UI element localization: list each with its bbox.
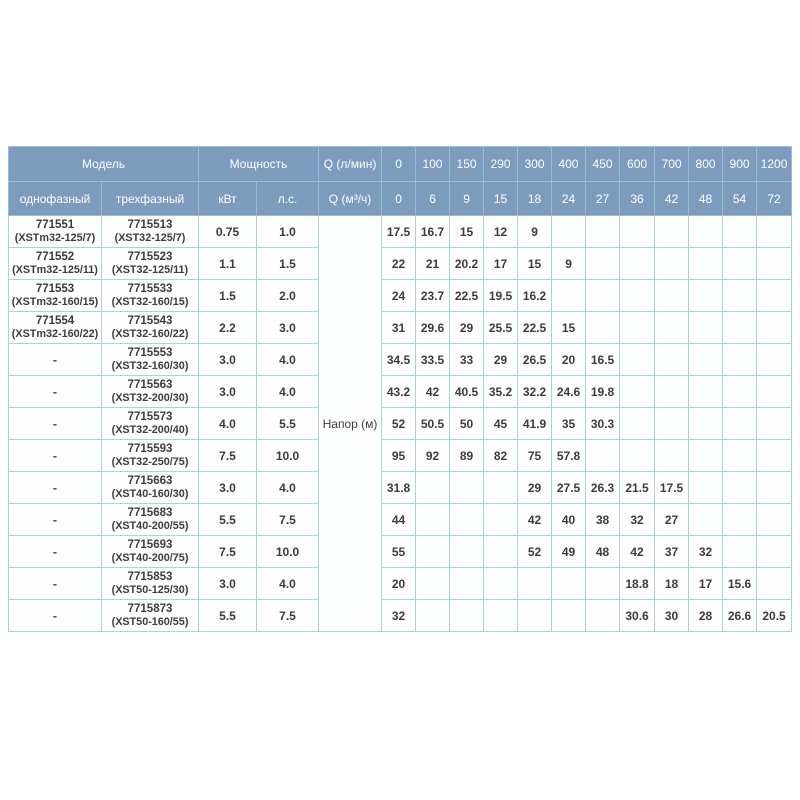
head-value-cell: 15 (450, 216, 484, 248)
model-header: Модель (9, 147, 199, 182)
model-number: 771554 (35, 315, 75, 328)
head-value-cell (484, 504, 518, 536)
head-value-cell: 22.5 (518, 312, 552, 344)
head-value-cell (484, 536, 518, 568)
head-value-cell (655, 312, 689, 344)
head-value-cell (620, 344, 655, 376)
head-value-cell (586, 568, 620, 600)
head-value-cell (620, 312, 655, 344)
kw-cell: 0.75 (199, 216, 257, 248)
table-row (9, 504, 792, 536)
hp-cell: 3.0 (257, 312, 319, 344)
hp-header: л.с. (257, 182, 319, 216)
head-value-cell: 21 (416, 248, 450, 280)
head-value-cell: 15.6 (723, 568, 757, 600)
head-value-cell: 45 (484, 408, 518, 440)
q-m3h-header: Q (м³/ч) (319, 182, 382, 216)
three-phase-cell (102, 440, 199, 472)
head-value-cell (723, 536, 757, 568)
head-value-cell: 37 (655, 536, 689, 568)
head-value-cell (552, 280, 586, 312)
model-number: 7715853 (127, 571, 173, 584)
head-value-cell (655, 280, 689, 312)
model-number: 7715533 (127, 283, 173, 296)
model-number: 771552 (35, 251, 75, 264)
head-value-cell (484, 472, 518, 504)
head-value-cell (757, 408, 792, 440)
head-value-cell: 32 (382, 600, 416, 632)
head-value-cell: 40.5 (450, 376, 484, 408)
head-value-cell (586, 600, 620, 632)
head-value-cell (552, 216, 586, 248)
q-m3h-value: 6 (416, 182, 450, 216)
pump-spec-table-wrap (8, 146, 792, 632)
head-value-cell (586, 248, 620, 280)
head-value-cell (655, 408, 689, 440)
table-row (9, 376, 792, 408)
model-code: (XST32-200/30) (111, 392, 189, 405)
single-phase-cell (9, 216, 102, 248)
head-value-cell: 20.5 (757, 600, 792, 632)
head-value-cell: 23.7 (416, 280, 450, 312)
head-value-cell: 18.8 (620, 568, 655, 600)
head-value-cell: 49 (552, 536, 586, 568)
head-value-cell: 38 (586, 504, 620, 536)
head-value-cell: 18 (655, 568, 689, 600)
head-value-cell (655, 344, 689, 376)
single-phase-cell: - (9, 600, 102, 632)
table-row (9, 312, 792, 344)
head-value-cell: 20 (382, 568, 416, 600)
head-value-cell: 92 (416, 440, 450, 472)
single-phase-cell: - (9, 536, 102, 568)
model-code: (XST32-200/40) (111, 424, 189, 437)
model-number: 7715523 (127, 251, 173, 264)
single-phase-cell: - (9, 344, 102, 376)
head-value-cell: 16.2 (518, 280, 552, 312)
head-value-cell: 30.6 (620, 600, 655, 632)
table-row (9, 408, 792, 440)
model-number: 7715563 (127, 379, 173, 392)
kw-cell: 3.0 (199, 344, 257, 376)
head-value-cell (620, 408, 655, 440)
head-value-cell (757, 568, 792, 600)
head-value-cell: 15 (552, 312, 586, 344)
head-value-cell: 30 (655, 600, 689, 632)
q-lmin-value: 150 (450, 147, 484, 182)
head-value-cell (757, 440, 792, 472)
head-value-cell: 50.5 (416, 408, 450, 440)
head-value-cell (723, 312, 757, 344)
q-m3h-value: 72 (757, 182, 792, 216)
single-phase-cell: - (9, 440, 102, 472)
header-row-sub (9, 182, 792, 216)
kw-cell: 5.5 (199, 600, 257, 632)
single-phase-cell: - (9, 408, 102, 440)
head-value-cell: 27.5 (552, 472, 586, 504)
q-lmin-value: 900 (723, 147, 757, 182)
hp-cell: 4.0 (257, 472, 319, 504)
table-row (9, 568, 792, 600)
head-value-cell: 26.6 (723, 600, 757, 632)
kw-cell: 4.0 (199, 408, 257, 440)
q-lmin-value: 700 (655, 147, 689, 182)
head-value-cell: 17.5 (382, 216, 416, 248)
single-phase-cell: - (9, 504, 102, 536)
table-row (9, 472, 792, 504)
model-number: 771551 (35, 219, 75, 232)
head-value-cell: 33.5 (416, 344, 450, 376)
head-value-cell (416, 504, 450, 536)
three-phase-cell (102, 312, 199, 344)
model-code: (XST50-125/30) (111, 584, 189, 597)
head-value-cell: 52 (382, 408, 416, 440)
head-value-cell: 29 (518, 472, 552, 504)
model-number: 7715683 (127, 507, 173, 520)
three-phase-cell (102, 536, 199, 568)
head-value-cell: 9 (552, 248, 586, 280)
head-value-cell: 22 (382, 248, 416, 280)
head-value-cell: 42 (416, 376, 450, 408)
head-value-cell: 20 (552, 344, 586, 376)
model-code: (XST32-125/11) (111, 264, 189, 277)
kw-cell: 5.5 (199, 504, 257, 536)
head-value-cell (723, 280, 757, 312)
hp-cell: 4.0 (257, 568, 319, 600)
head-value-cell (518, 568, 552, 600)
head-value-cell (723, 248, 757, 280)
head-value-cell: 15 (518, 248, 552, 280)
q-lmin-value: 290 (484, 147, 518, 182)
hp-cell: 4.0 (257, 344, 319, 376)
model-number: 7715553 (127, 347, 173, 360)
head-value-cell (757, 536, 792, 568)
head-value-cell: 17 (484, 248, 518, 280)
header-row-top (9, 147, 792, 182)
q-lmin-value: 1200 (757, 147, 792, 182)
head-value-cell: 26.3 (586, 472, 620, 504)
q-lmin-value: 300 (518, 147, 552, 182)
table-row (9, 248, 792, 280)
head-value-cell: 32.2 (518, 376, 552, 408)
model-code: (XST40-200/55) (111, 520, 189, 533)
head-value-cell: 35 (552, 408, 586, 440)
head-value-cell (689, 312, 723, 344)
head-value-cell (723, 344, 757, 376)
hp-cell: 1.5 (257, 248, 319, 280)
model-number: 7715693 (127, 539, 173, 552)
head-value-cell: 21.5 (620, 472, 655, 504)
model-number: 7715873 (127, 603, 173, 616)
head-value-cell: 42 (518, 504, 552, 536)
head-value-cell (655, 216, 689, 248)
head-value-cell: 50 (450, 408, 484, 440)
head-value-cell: 44 (382, 504, 416, 536)
head-value-cell (655, 376, 689, 408)
head-value-cell (416, 568, 450, 600)
head-value-cell: 30.3 (586, 408, 620, 440)
head-value-cell: 75 (518, 440, 552, 472)
head-value-cell: 32 (689, 536, 723, 568)
head-value-cell: 57.8 (552, 440, 586, 472)
napor-label-cell: Напор (м) (319, 216, 382, 632)
head-value-cell (655, 440, 689, 472)
q-m3h-value: 42 (655, 182, 689, 216)
head-value-cell: 20.2 (450, 248, 484, 280)
head-value-cell (586, 440, 620, 472)
head-value-cell (450, 600, 484, 632)
head-value-cell (416, 472, 450, 504)
head-value-cell (586, 312, 620, 344)
head-value-cell (689, 440, 723, 472)
q-lmin-value: 600 (620, 147, 655, 182)
head-value-cell (689, 376, 723, 408)
head-value-cell: 41.9 (518, 408, 552, 440)
kw-cell: 2.2 (199, 312, 257, 344)
q-m3h-value: 0 (382, 182, 416, 216)
head-value-cell: 33 (450, 344, 484, 376)
single-phase-cell (9, 312, 102, 344)
kw-cell: 3.0 (199, 568, 257, 600)
q-lmin-value: 0 (382, 147, 416, 182)
three-phase-cell (102, 248, 199, 280)
head-value-cell: 89 (450, 440, 484, 472)
q-m3h-value: 36 (620, 182, 655, 216)
three-phase-cell (102, 376, 199, 408)
q-m3h-value: 15 (484, 182, 518, 216)
table-row (9, 280, 792, 312)
model-code: (XST32-160/15) (111, 296, 189, 309)
head-value-cell (620, 248, 655, 280)
head-value-cell: 40 (552, 504, 586, 536)
hp-cell: 5.5 (257, 408, 319, 440)
three-phase-cell (102, 280, 199, 312)
head-value-cell (620, 216, 655, 248)
head-value-cell (620, 280, 655, 312)
head-value-cell: 34.5 (382, 344, 416, 376)
head-value-cell: 24 (382, 280, 416, 312)
head-value-cell (757, 376, 792, 408)
head-value-cell: 29 (484, 344, 518, 376)
head-value-cell (586, 280, 620, 312)
hp-cell: 10.0 (257, 440, 319, 472)
head-value-cell: 29.6 (416, 312, 450, 344)
kw-cell: 7.5 (199, 440, 257, 472)
hp-cell: 2.0 (257, 280, 319, 312)
model-code: (XST50-160/55) (111, 616, 189, 629)
model-number: 7715543 (127, 315, 173, 328)
table-row (9, 344, 792, 376)
q-m3h-value: 27 (586, 182, 620, 216)
kw-cell: 3.0 (199, 376, 257, 408)
head-value-cell (689, 280, 723, 312)
head-value-cell (620, 440, 655, 472)
head-value-cell (723, 376, 757, 408)
head-value-cell: 19.8 (586, 376, 620, 408)
q-m3h-value: 18 (518, 182, 552, 216)
head-value-cell (757, 472, 792, 504)
model-code: (XST40-160/30) (111, 488, 189, 501)
single-phase-cell (9, 280, 102, 312)
single-phase-cell: - (9, 568, 102, 600)
kw-header: кВт (199, 182, 257, 216)
head-value-cell (416, 536, 450, 568)
head-value-cell: 43.2 (382, 376, 416, 408)
model-code: (XSTm32-125/11) (12, 264, 98, 277)
q-m3h-value: 9 (450, 182, 484, 216)
head-value-cell: 82 (484, 440, 518, 472)
head-value-cell (757, 248, 792, 280)
head-value-cell (416, 600, 450, 632)
head-value-cell (450, 504, 484, 536)
head-value-cell (450, 568, 484, 600)
head-value-cell (757, 344, 792, 376)
head-value-cell: 27 (655, 504, 689, 536)
q-m3h-value: 54 (723, 182, 757, 216)
hp-cell: 7.5 (257, 600, 319, 632)
head-value-cell: 48 (586, 536, 620, 568)
head-value-cell (757, 216, 792, 248)
single-phase-cell (9, 248, 102, 280)
model-code: (XST32-250/75) (111, 456, 189, 469)
table-header (9, 147, 792, 216)
head-value-cell (689, 248, 723, 280)
head-value-cell (757, 504, 792, 536)
head-value-cell: 52 (518, 536, 552, 568)
head-value-cell: 35.2 (484, 376, 518, 408)
head-value-cell (552, 600, 586, 632)
model-code: (XSTm32-160/22) (11, 328, 99, 341)
head-value-cell (655, 248, 689, 280)
table-row (9, 600, 792, 632)
head-value-cell (484, 568, 518, 600)
head-value-cell: 12 (484, 216, 518, 248)
model-code: (XST32-160/22) (111, 328, 189, 341)
head-value-cell (689, 472, 723, 504)
head-value-cell: 22.5 (450, 280, 484, 312)
head-value-cell (450, 472, 484, 504)
q-lmin-value: 450 (586, 147, 620, 182)
pump-spec-table (8, 146, 792, 632)
head-value-cell (586, 216, 620, 248)
head-value-cell (723, 408, 757, 440)
kw-cell: 1.5 (199, 280, 257, 312)
table-body (9, 216, 792, 632)
q-m3h-value: 24 (552, 182, 586, 216)
model-code: (XSTm32-125/7) (14, 232, 96, 245)
hp-cell: 4.0 (257, 376, 319, 408)
head-value-cell: 17.5 (655, 472, 689, 504)
head-value-cell: 19.5 (484, 280, 518, 312)
q-lmin-value: 800 (689, 147, 723, 182)
head-value-cell: 28 (689, 600, 723, 632)
kw-cell: 3.0 (199, 472, 257, 504)
head-value-cell: 32 (620, 504, 655, 536)
head-value-cell: 95 (382, 440, 416, 472)
single-phase-cell: - (9, 376, 102, 408)
head-value-cell (552, 568, 586, 600)
head-value-cell (620, 376, 655, 408)
head-value-cell: 55 (382, 536, 416, 568)
model-code: (XST40-200/75) (111, 552, 189, 565)
three-phase-cell (102, 504, 199, 536)
head-value-cell (723, 472, 757, 504)
hp-cell: 1.0 (257, 216, 319, 248)
table-row (9, 536, 792, 568)
model-code: (XSTm32-160/15) (11, 296, 99, 309)
table-row (9, 440, 792, 472)
head-value-cell: 31.8 (382, 472, 416, 504)
model-number: 7715513 (127, 219, 173, 232)
three-phase-cell (102, 216, 199, 248)
head-value-cell (689, 344, 723, 376)
q-lmin-value: 100 (416, 147, 450, 182)
model-number: 7715663 (127, 475, 173, 488)
single-phase-cell: - (9, 472, 102, 504)
model-code: (XST32-125/7) (114, 232, 186, 245)
kw-cell: 1.1 (199, 248, 257, 280)
head-value-cell: 29 (450, 312, 484, 344)
head-value-cell (723, 440, 757, 472)
head-value-cell (757, 312, 792, 344)
three-phase-cell (102, 472, 199, 504)
hp-cell: 7.5 (257, 504, 319, 536)
model-number: 7715593 (127, 443, 173, 456)
head-value-cell: 16.7 (416, 216, 450, 248)
q-lmin-value: 400 (552, 147, 586, 182)
head-value-cell (689, 216, 723, 248)
head-value-cell (689, 408, 723, 440)
three-phase-cell (102, 408, 199, 440)
three-phase-cell (102, 600, 199, 632)
hp-cell: 10.0 (257, 536, 319, 568)
three-phase-cell (102, 344, 199, 376)
head-value-cell: 26.5 (518, 344, 552, 376)
q-m3h-value: 48 (689, 182, 723, 216)
head-value-cell (689, 504, 723, 536)
head-value-cell (723, 504, 757, 536)
head-value-cell (757, 280, 792, 312)
head-value-cell: 17 (689, 568, 723, 600)
head-value-cell: 42 (620, 536, 655, 568)
head-value-cell (484, 600, 518, 632)
model-number: 771553 (35, 283, 75, 296)
q-lmin-header: Q (л/мин) (319, 147, 382, 182)
head-value-cell: 31 (382, 312, 416, 344)
table-row (9, 216, 792, 248)
head-value-cell (450, 536, 484, 568)
power-header: Мощность (199, 147, 319, 182)
head-value-cell: 16.5 (586, 344, 620, 376)
head-value-cell: 25.5 (484, 312, 518, 344)
head-value-cell: 9 (518, 216, 552, 248)
kw-cell: 7.5 (199, 536, 257, 568)
three-phase-header: трехфазный (102, 182, 199, 216)
model-code: (XST32-160/30) (111, 360, 189, 373)
head-value-cell: 24.6 (552, 376, 586, 408)
three-phase-cell (102, 568, 199, 600)
single-phase-header: однофазный (9, 182, 102, 216)
model-number: 7715573 (127, 411, 173, 424)
head-value-cell (723, 216, 757, 248)
head-value-cell (518, 600, 552, 632)
